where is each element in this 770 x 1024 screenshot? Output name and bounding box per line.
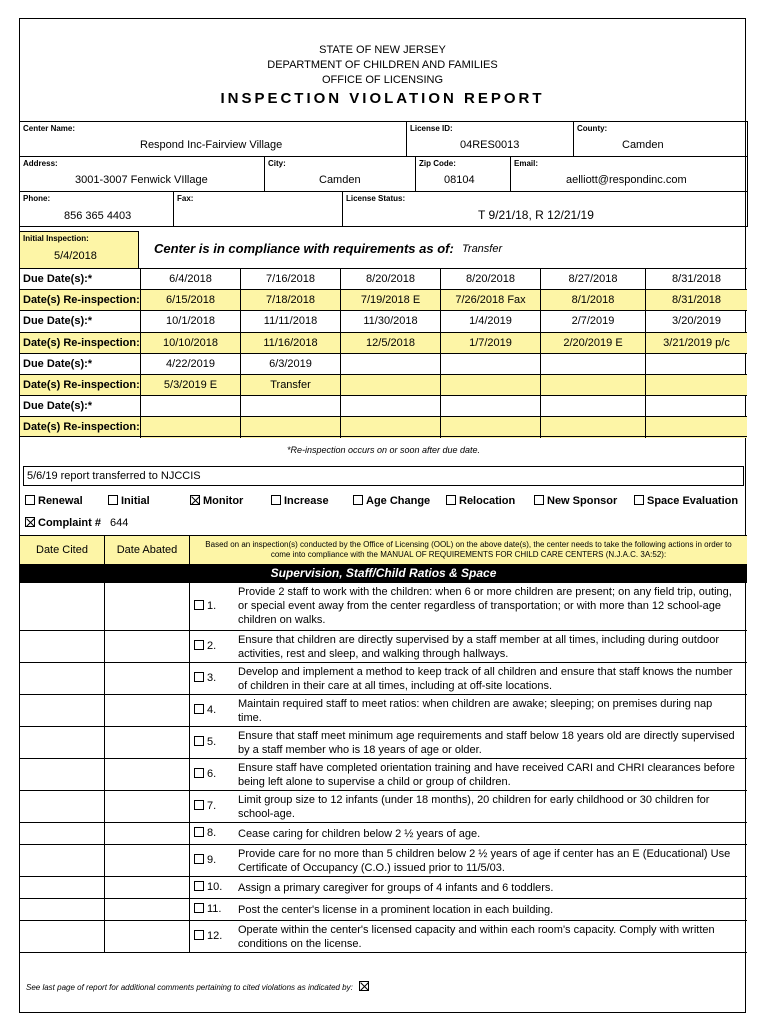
violation-item xyxy=(20,876,747,898)
initial-checkbox[interactable] xyxy=(108,495,118,505)
date-cell[interactable]: 10/10/2018 xyxy=(140,333,240,354)
violation-text: Provide 2 staff to work with the children: when 6 or more children are present; on any field trip, outing, or special event away from the center regardless of transportation; or with more than 12 school-age children on walks. xyxy=(238,586,732,626)
date-cell[interactable]: 6/4/2018 xyxy=(140,269,240,290)
reinspection-dates-row xyxy=(20,416,747,437)
inspection-type-options xyxy=(20,495,747,511)
violation-number: 4. xyxy=(207,704,217,716)
center-name-value[interactable]: Respond Inc-Fairview Village xyxy=(140,139,283,151)
date-cell[interactable]: 6/3/2019 xyxy=(240,354,340,375)
relocation-label: Relocation xyxy=(459,495,516,507)
dates-grid xyxy=(20,268,747,437)
date-cell[interactable]: 8/20/2018 xyxy=(440,269,540,290)
county-label: County: xyxy=(577,124,608,133)
due-dates-label: Due Date(s):* xyxy=(23,273,93,285)
phone-cell xyxy=(19,191,174,227)
violation-checkbox-item[interactable] xyxy=(194,672,216,684)
date-cell[interactable] xyxy=(440,354,540,375)
initial-option[interactable] xyxy=(108,495,150,507)
date-cell[interactable] xyxy=(440,396,540,417)
monitor-option[interactable] xyxy=(190,495,243,507)
license-status-cell xyxy=(342,191,748,227)
compliance-statement: Center is in compliance with requirements as of: xyxy=(154,241,454,256)
violation-checkbox[interactable] xyxy=(194,827,204,837)
license-status-label: License Status: xyxy=(346,194,406,203)
reinspection-dates-row xyxy=(20,374,747,395)
relocation-checkbox[interactable] xyxy=(446,495,456,505)
date-cell[interactable]: 11/30/2018 xyxy=(340,311,440,332)
violation-item xyxy=(20,630,747,662)
age-change-label: Age Change xyxy=(366,495,431,507)
violation-item xyxy=(20,790,747,822)
violation-checkbox-item[interactable] xyxy=(194,827,216,839)
date-abated-cell[interactable] xyxy=(105,921,190,952)
date-cell[interactable] xyxy=(645,354,747,375)
increase-option[interactable] xyxy=(271,495,329,507)
violation-item xyxy=(20,898,747,920)
date-cell[interactable] xyxy=(140,396,240,417)
inspection-report-page xyxy=(19,18,746,1013)
renewal-checkbox[interactable] xyxy=(25,495,35,505)
email-label: Email: xyxy=(514,159,539,168)
date-abated-cell[interactable] xyxy=(105,583,190,630)
date-cell[interactable]: 2/20/2019 E xyxy=(540,333,645,354)
date-cell[interactable]: 7/16/2018 xyxy=(240,269,340,290)
violation-number: 3. xyxy=(207,672,217,684)
violation-checkbox-item[interactable] xyxy=(194,800,216,812)
date-cell[interactable] xyxy=(440,375,540,396)
violation-item xyxy=(20,844,747,876)
increase-checkbox[interactable] xyxy=(271,495,281,505)
center-name-label: Center Name: xyxy=(23,124,76,133)
violation-item xyxy=(20,662,747,694)
relocation-option[interactable] xyxy=(446,495,515,507)
email-value[interactable]: aelliott@respondinc.com xyxy=(566,174,687,186)
violation-number: 7. xyxy=(207,800,217,812)
reinspection-note: *Re-inspection occurs on or soon after due date. xyxy=(286,445,481,455)
violation-checkbox[interactable] xyxy=(194,736,204,746)
date-cited-cell[interactable] xyxy=(20,759,105,790)
date-cell[interactable]: 4/22/2019 xyxy=(140,354,240,375)
violation-text: Assign a primary caregiver for groups of 4 infants and 6 toddlers. xyxy=(238,882,554,894)
initial-label: Initial xyxy=(121,495,150,507)
license-status-value[interactable]: T 9/21/18, R 12/21/19 xyxy=(478,208,594,222)
violation-checkbox[interactable] xyxy=(194,600,204,610)
violation-number: 8. xyxy=(207,827,217,839)
reinspection-label: Date(s) Re-inspection: xyxy=(23,294,140,307)
date-abated-cell[interactable] xyxy=(105,823,190,844)
violation-text: Post the center's license in a prominent location in each building. xyxy=(238,904,554,916)
date-cited-cell[interactable] xyxy=(20,877,105,898)
date-cell[interactable] xyxy=(645,396,747,417)
violation-number: 11. xyxy=(207,903,222,915)
city-cell xyxy=(264,156,416,192)
due-dates-row xyxy=(20,268,747,289)
date-cell[interactable] xyxy=(340,375,440,396)
license-id-cell xyxy=(406,121,574,157)
department-line: DEPARTMENT OF CHILDREN AND FAMILIES xyxy=(267,59,498,71)
violation-checkbox[interactable] xyxy=(194,768,204,778)
violation-checkbox[interactable] xyxy=(194,903,204,913)
fax-cell xyxy=(173,191,343,227)
violation-number: 12. xyxy=(207,930,223,942)
space-evaluation-label: Space Evaluation xyxy=(647,495,739,507)
date-cell[interactable]: 7/19/2018 E xyxy=(340,290,440,311)
due-dates-label: Due Date(s):* xyxy=(23,315,93,328)
complaint-checkbox-checked[interactable] xyxy=(25,517,35,527)
violation-table-header xyxy=(20,535,747,564)
reinspection-label: Date(s) Re-inspection: xyxy=(23,421,140,434)
complaint-number[interactable]: 644 xyxy=(110,517,129,529)
violation-item xyxy=(20,582,747,630)
new-sponsor-option[interactable] xyxy=(534,495,617,507)
center-name-cell xyxy=(19,121,407,157)
date-cell[interactable]: 3/21/2019 p/c xyxy=(645,333,747,354)
date-cited-cell[interactable] xyxy=(20,663,105,694)
reinspection-dates-row xyxy=(20,332,747,353)
violation-checkbox-item[interactable] xyxy=(194,930,222,942)
zip-cell xyxy=(415,156,511,192)
violation-text: Limit group size to 12 infants (under 18 months), 20 children for early childhood or 30 children for school-age. xyxy=(238,794,710,820)
footer-note xyxy=(26,981,372,992)
violation-text: Provide care for no more than 5 children below 2 ½ years of age if center has an E (Educational) Use Certificate of Occupancy (C.O.) issued prior to 11/5/03. xyxy=(238,848,731,874)
report-title: INSPECTION VIOLATION REPORT xyxy=(220,90,545,107)
violation-text: Ensure staff have completed orientation training and have received CARI and CHRI clearances before being left alone to supervise a child or group of children. xyxy=(238,762,735,788)
violation-item xyxy=(20,822,747,844)
date-cell[interactable] xyxy=(340,354,440,375)
violation-text: Maintain required staff to meet ratios: when children are awake; sleeping; on premises during nap time. xyxy=(238,698,713,724)
new-sponsor-checkbox[interactable] xyxy=(534,495,544,505)
phone-value[interactable]: 856 365 4403 xyxy=(64,210,132,222)
violation-checkbox[interactable] xyxy=(194,672,204,682)
date-cell[interactable]: Transfer xyxy=(240,375,340,396)
new-sponsor-label: New Sponsor xyxy=(547,495,618,507)
renewal-label: Renewal xyxy=(38,495,83,507)
space-evaluation-checkbox[interactable] xyxy=(634,495,644,505)
date-cited-cell[interactable] xyxy=(20,899,105,920)
initial-inspection-date[interactable]: 5/4/2018 xyxy=(54,250,97,262)
due-dates-label: Due Date(s):* xyxy=(23,357,93,370)
due-dates-row xyxy=(20,310,747,331)
date-abated-cell[interactable] xyxy=(105,899,190,920)
date-abated-cell[interactable] xyxy=(105,727,190,758)
violation-checkbox[interactable] xyxy=(194,854,204,864)
grid-bottom-border xyxy=(20,436,747,437)
violation-number: 2. xyxy=(207,640,217,652)
date-abated-cell[interactable] xyxy=(105,877,190,898)
violation-checkbox-item[interactable] xyxy=(194,736,216,748)
date-cell[interactable]: 8/1/2018 xyxy=(540,290,645,311)
date-cited-cell[interactable] xyxy=(20,845,105,876)
footer-text: See last page of report for additional comments pertaining to cited violations as indicated by: xyxy=(26,983,353,992)
age-change-option[interactable] xyxy=(353,495,430,507)
date-abated-cell[interactable] xyxy=(105,845,190,876)
monitor-checkbox-checked[interactable] xyxy=(190,495,200,505)
violation-text: Ensure that children are directly supervised by a staff member at all times, including during outdoor activities, rest and sleep, and walking through hallways. xyxy=(238,634,719,660)
fax-label: Fax: xyxy=(177,194,194,203)
date-abated-cell[interactable] xyxy=(105,759,190,790)
date-cell[interactable] xyxy=(240,396,340,417)
violation-checkbox[interactable] xyxy=(194,881,204,891)
date-cell[interactable]: 8/31/2018 xyxy=(645,269,747,290)
initial-inspection-cell xyxy=(19,231,139,269)
violation-checkbox[interactable] xyxy=(194,704,204,714)
date-cell[interactable]: 2/7/2019 xyxy=(540,311,645,332)
comment-box[interactable]: 5/6/19 report transferred to NJCCIS xyxy=(23,466,744,486)
due-dates-row xyxy=(20,353,747,374)
date-abated-cell[interactable] xyxy=(105,631,190,662)
date-cited-cell[interactable] xyxy=(20,583,105,630)
violation-checkbox-item[interactable] xyxy=(194,704,216,716)
compliance-intro: Based on an inspection(s) conducted by the Office of Licensing (OOL) on the above date(s), the center needs to take the following actions in order to come into compliance with the MANUAL OF REQUIREMENTS FOR CHILD CARE CENTERS (N.J.A.C. 3A:52): xyxy=(190,536,747,564)
violation-items xyxy=(20,582,747,949)
violation-item xyxy=(20,694,747,726)
date-cited-cell[interactable] xyxy=(20,631,105,662)
city-label: City: xyxy=(268,159,286,168)
date-cell[interactable]: 1/7/2019 xyxy=(440,333,540,354)
violation-checkbox[interactable] xyxy=(194,930,204,940)
reinspection-label: Date(s) Re-inspection: xyxy=(23,336,140,349)
violation-text: Cease caring for children below 2 ½ years of age. xyxy=(238,828,481,840)
increase-label: Increase xyxy=(284,495,329,507)
address-value[interactable]: 3001-3007 Fenwick VIllage xyxy=(75,174,208,186)
phone-label: Phone: xyxy=(23,194,51,203)
date-cited-cell[interactable] xyxy=(20,791,105,822)
reinspection-label: Date(s) Re-inspection: xyxy=(23,379,140,391)
items-bottom-border xyxy=(20,952,747,953)
zip-label: Zip Code: xyxy=(419,159,456,168)
date-cell[interactable]: 8/20/2018 xyxy=(340,269,440,290)
date-cited-header: Date Cited xyxy=(20,536,105,564)
date-cell[interactable] xyxy=(540,396,645,417)
violation-text: Ensure that staff meet minimum age requirements and staff below 18 years old are directly supervised by a staff member who is 18 years of age or older. xyxy=(238,730,735,756)
county-cell xyxy=(573,121,748,157)
date-abated-cell[interactable] xyxy=(105,791,190,822)
initial-inspection-label: Initial Inspection: xyxy=(23,234,89,243)
date-cell[interactable] xyxy=(645,375,747,396)
due-dates-row xyxy=(20,395,747,416)
date-cell[interactable] xyxy=(540,375,645,396)
date-abated-cell[interactable] xyxy=(105,695,190,726)
date-cell[interactable]: 8/31/2018 xyxy=(645,290,747,311)
violation-number: 5. xyxy=(207,736,217,748)
email-cell xyxy=(510,156,748,192)
report-header xyxy=(20,43,745,106)
date-cell[interactable] xyxy=(340,396,440,417)
date-cited-cell[interactable] xyxy=(20,727,105,758)
county-value[interactable]: Camden xyxy=(622,139,664,151)
footer-checked-icon xyxy=(359,981,369,991)
office-line: OFFICE OF LICENSING xyxy=(321,74,443,86)
violation-checkbox-item[interactable] xyxy=(194,640,216,652)
complaint-option[interactable] xyxy=(25,517,128,529)
state-line: STATE OF NEW JERSEY xyxy=(319,44,446,56)
violation-number: 6. xyxy=(207,768,217,780)
zip-value[interactable]: 08104 xyxy=(444,174,475,186)
date-cell[interactable]: 1/4/2019 xyxy=(440,311,540,332)
due-dates-label: Due Date(s):* xyxy=(23,400,93,413)
license-id-value[interactable]: 04RES0013 xyxy=(460,139,520,151)
date-cell[interactable]: 6/15/2018 xyxy=(140,290,240,311)
violation-checkbox-item[interactable] xyxy=(194,768,216,780)
date-cell[interactable]: 10/1/2018 xyxy=(140,311,240,332)
date-cell[interactable]: 7/18/2018 xyxy=(240,290,340,311)
renewal-option[interactable] xyxy=(25,495,83,507)
violation-number: 9. xyxy=(207,854,217,866)
space-evaluation-option[interactable] xyxy=(634,495,738,507)
violation-item xyxy=(20,758,747,790)
date-cited-cell[interactable] xyxy=(20,823,105,844)
date-cited-cell[interactable] xyxy=(20,695,105,726)
violation-text: Develop and implement a method to keep track of all children and ensure that staff knows the number of children in their care at all times, including at off-site locations. xyxy=(238,666,733,692)
date-cell[interactable]: 5/3/2019 E xyxy=(140,375,240,396)
reinspection-dates-row xyxy=(20,289,747,310)
violation-checkbox[interactable] xyxy=(194,640,204,650)
city-value[interactable]: Camden xyxy=(319,174,361,186)
section-header: Supervision, Staff/Child Ratios & Space xyxy=(20,564,747,582)
violation-item xyxy=(20,726,747,758)
date-cell[interactable]: 11/16/2018 xyxy=(240,333,340,354)
violation-number: 1. xyxy=(207,600,217,612)
date-abated-cell[interactable] xyxy=(105,663,190,694)
date-cell[interactable] xyxy=(540,354,645,375)
date-cell[interactable]: 3/20/2019 xyxy=(645,311,747,332)
violation-checkbox-item[interactable] xyxy=(194,903,221,915)
address-cell xyxy=(19,156,265,192)
date-cell[interactable]: 8/27/2018 xyxy=(540,269,645,290)
violation-number: 10. xyxy=(207,881,223,893)
license-id-label: License ID: xyxy=(410,124,453,133)
violation-checkbox-item[interactable] xyxy=(194,881,222,893)
date-abated-header: Date Abated xyxy=(105,536,190,564)
violation-checkbox[interactable] xyxy=(194,800,204,810)
date-cited-cell[interactable] xyxy=(20,921,105,952)
violation-checkbox-item[interactable] xyxy=(194,854,216,866)
address-label: Address: xyxy=(23,159,58,168)
date-cell[interactable]: 7/26/2018 Fax xyxy=(440,290,540,311)
violation-checkbox-item[interactable] xyxy=(194,600,216,612)
compliance-value[interactable]: Transfer xyxy=(462,243,503,255)
violation-item xyxy=(20,920,747,952)
complaint-label: Complaint # xyxy=(38,517,101,529)
age-change-checkbox[interactable] xyxy=(353,495,363,505)
date-cell[interactable]: 12/5/2018 xyxy=(340,333,440,354)
date-cell[interactable]: 11/11/2018 xyxy=(240,311,340,332)
violation-text: Operate within the center's licensed capacity and within each room's capacity. Comply with written conditions on the license. xyxy=(238,924,715,950)
monitor-label: Monitor xyxy=(203,495,244,507)
